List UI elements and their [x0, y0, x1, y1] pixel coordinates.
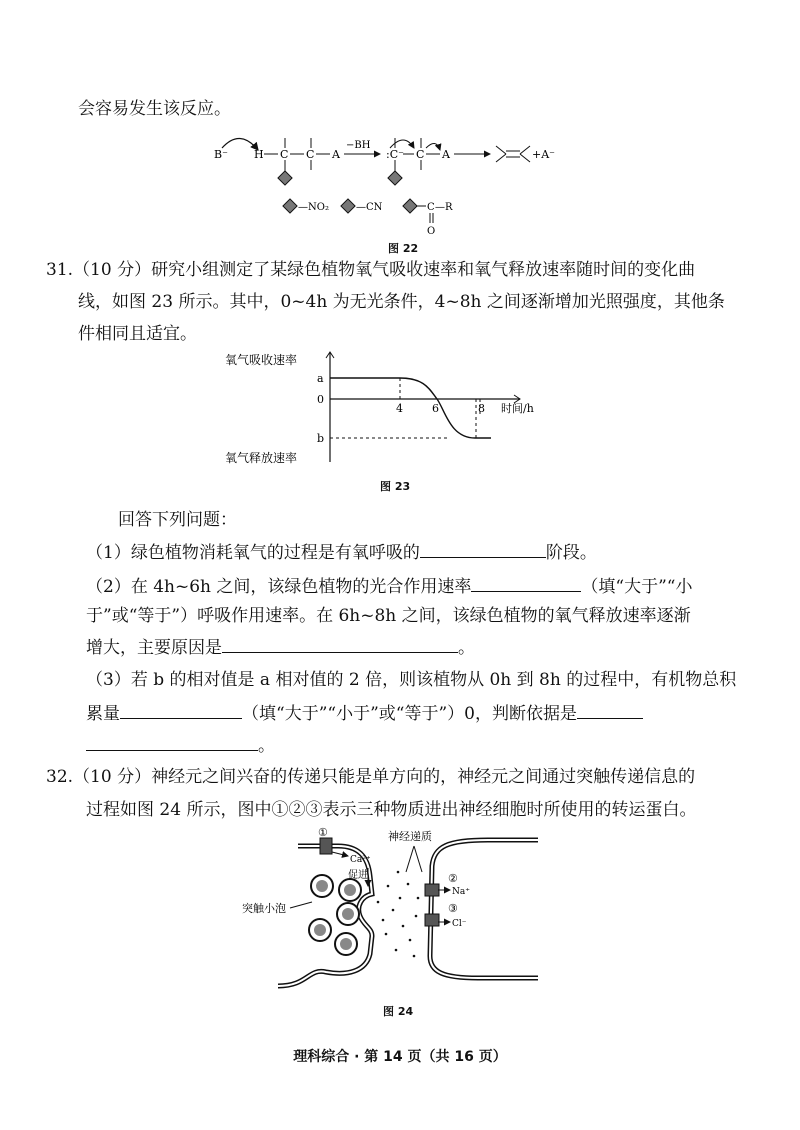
postsynaptic-membrane — [430, 840, 538, 978]
promote-label: 促进 — [348, 870, 368, 881]
answer-prompt: 回答下列问题： — [118, 510, 237, 530]
y-top-label: 氧气吸收速率 — [225, 353, 298, 367]
q31-3-blank2[interactable] — [577, 702, 643, 719]
q31-2-blank2[interactable] — [222, 636, 458, 653]
q31-2-prefix: （2）在 4h~6h 之间，该绿色植物的光合作用速率 — [86, 577, 472, 597]
a2-label: A — [442, 148, 450, 161]
q31-3-line3 — [86, 734, 275, 757]
q31-3-blank1[interactable] — [120, 702, 242, 719]
q31-1-blank[interactable] — [420, 541, 546, 558]
q31-3-line2 — [86, 702, 643, 725]
q31-2-suffix: （填“大于”“小 — [581, 577, 693, 597]
q31-1-suffix: 阶段。 — [545, 543, 597, 563]
figure-24-synapse — [238, 826, 548, 991]
label-a: a — [317, 372, 324, 385]
q31-2-l3-suffix: 。 — [458, 638, 475, 658]
tick-4: 4 — [396, 402, 403, 415]
transporter-2 — [425, 884, 439, 896]
q31-3-mid: （填“大于”“小于”或“等于”）0，判断依据是 — [242, 704, 577, 724]
figure-23-chart — [225, 350, 555, 470]
x-axis-label: 时间/h — [501, 402, 534, 415]
q31-2-line3 — [86, 636, 475, 659]
na-label: Na⁺ — [452, 887, 470, 897]
a-label: A — [332, 148, 340, 161]
neurotransmitter-dots — [377, 871, 420, 958]
c1-label: C — [280, 148, 289, 161]
group-ester-r: —R — [435, 202, 453, 213]
tick-6: 6 — [432, 402, 439, 415]
label-b: b — [317, 432, 325, 445]
q31-line3: 件相同且适宜。 — [78, 324, 197, 344]
q31-3-l3-suffix: 。 — [258, 736, 275, 756]
carbanion-label: :C⁻ — [386, 148, 404, 161]
y-bottom-label: 氧气释放速率 — [225, 451, 298, 465]
q31-1-prefix: （1）绿色植物消耗氧气的过程是有氧呼吸的 — [86, 543, 420, 563]
q31-line2: 线，如图 23 所示。其中，0~4h 为无光条件，4~8h 之间逐渐增加光照强度，其他条 — [78, 292, 725, 312]
figure-23-caption: 图 23 — [380, 480, 411, 493]
label-2: ② — [448, 872, 458, 885]
q31-2-line2: 于”或“等于”）呼吸作用速率。在 6h~8h 之间，该绿色植物的氧气释放速率逐渐 — [86, 606, 691, 626]
base-label: B⁻ — [214, 148, 228, 161]
h-label: H — [254, 148, 264, 161]
q31-3-prefix: 累量 — [86, 704, 120, 724]
q31-2-line1 — [86, 575, 692, 598]
transporter-3 — [425, 914, 439, 926]
cl-label: Cl⁻ — [452, 919, 467, 929]
q31-line1: 31.（10 分）研究小组测定了某绿色植物氧气吸收速率和氧气释放速率随时间的变化曲 — [46, 260, 696, 280]
intro-line: 会容易发生该反应。 — [78, 99, 231, 119]
q32-line2: 过程如图 24 所示，图中①②③表示三种物质进出神经细胞时所使用的转运蛋白。 — [86, 800, 697, 820]
group-no2: —NO₂ — [298, 202, 329, 213]
q31-3-blank3[interactable] — [86, 734, 258, 751]
ca-label: Ca²⁺ — [350, 855, 371, 865]
q31-3-line1: （3）若 b 的相对值是 a 相对值的 2 倍，则该植物从 0h 到 8h 的过程中，有机物总积 — [86, 670, 737, 690]
label-3: ③ — [448, 902, 458, 915]
neurotransmitter-label: 神经递质 — [388, 830, 432, 843]
q32-line1: 32.（10 分）神经元之间兴奋的传递只能是单方向的，神经元之间通过突触传递信息的 — [46, 767, 696, 787]
rate-curve — [330, 378, 491, 438]
label-1: ① — [318, 826, 328, 839]
product-label: +A⁻ — [532, 148, 555, 161]
page-footer: 理科综合 · 第 14 页（共 16 页） — [293, 1049, 507, 1065]
c3-label: C — [416, 148, 425, 161]
q31-2-blank1[interactable] — [471, 575, 581, 592]
arrow-label: −BH — [346, 140, 371, 151]
figure-24-caption: 图 24 — [383, 1005, 414, 1018]
group-cn: —CN — [356, 202, 383, 213]
figure-22-caption: 图 22 — [388, 242, 419, 255]
group-ester-o: O — [427, 226, 436, 237]
synaptic-vesicles — [309, 875, 361, 955]
group-ester-c: C — [427, 202, 435, 213]
figure-22-reaction-scheme — [200, 128, 580, 238]
tick-8: 8 — [478, 402, 485, 415]
vesicle-label: 突触小泡 — [242, 902, 286, 915]
transporter-1 — [320, 838, 332, 854]
q31-2-l3-prefix: 增大，主要原因是 — [86, 638, 222, 658]
c2-label: C — [306, 148, 315, 161]
q31-1-line — [86, 541, 597, 564]
label-zero: 0 — [317, 393, 324, 406]
